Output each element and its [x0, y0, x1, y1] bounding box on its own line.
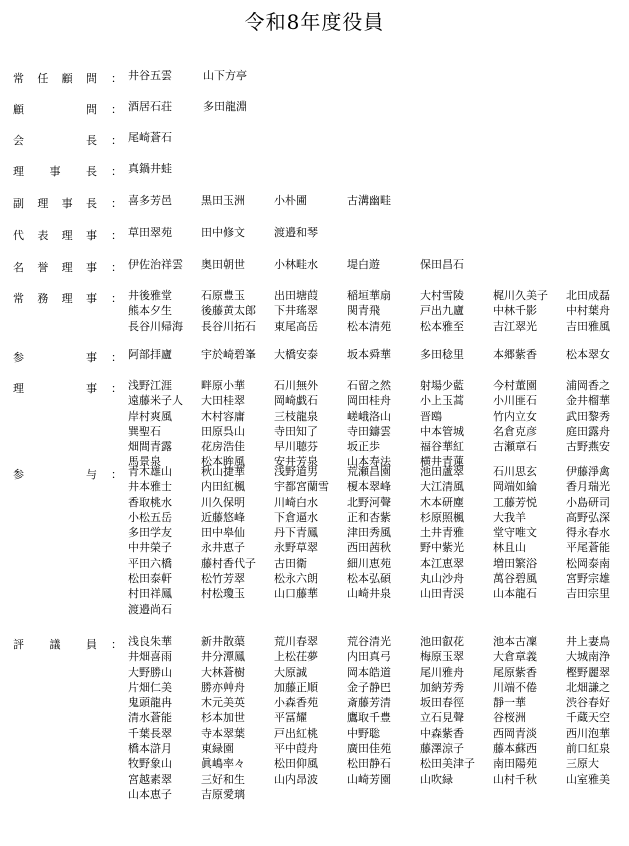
name-row	[128, 68, 628, 83]
member-name: 今村董園	[493, 379, 537, 392]
name-block	[128, 225, 628, 240]
member-name: 永井恵子	[201, 541, 245, 555]
member-name: 竹内立女	[493, 409, 537, 423]
member-name: 金子静巴	[347, 680, 391, 694]
member-name: 喜多芳邑	[128, 194, 172, 207]
member-name: 浅野江涯	[128, 379, 172, 392]
member-name: 岡田桂舟	[347, 394, 391, 408]
role-title: 名誉理事	[13, 261, 97, 274]
member-name: 杉原照楓	[420, 510, 464, 524]
member-name: 戸出九廬	[420, 304, 464, 318]
member-name: 長谷川帰海	[128, 319, 183, 333]
name-block	[128, 257, 628, 272]
member-name: 川崎白水	[274, 495, 318, 509]
member-name: 北田成磊	[566, 289, 610, 302]
role-colon: ：	[111, 382, 122, 395]
name-row	[128, 787, 628, 802]
member-name: 吉江翠光	[493, 319, 537, 333]
name-block	[128, 130, 628, 145]
member-name: 長谷川拓石	[201, 319, 256, 333]
name-row	[128, 378, 628, 393]
member-name: 山下方亭	[203, 69, 247, 82]
member-name: 井畑喜雨	[128, 650, 172, 664]
member-name: 片畑仁美	[128, 680, 172, 694]
member-name: 吉原愛璃	[201, 787, 245, 801]
member-name: 本郷紫香	[493, 348, 537, 361]
member-name: 井後雅堂	[128, 289, 172, 302]
name-row	[128, 424, 628, 439]
member-name: 本江恵翠	[420, 556, 464, 570]
member-name: 小林畦水	[274, 258, 318, 271]
member-name: 大林蒼樹	[201, 665, 245, 679]
member-name: 村松瓊玉	[201, 587, 245, 601]
member-name: 伊佐治祥雲	[128, 258, 183, 271]
member-name: 南田陽苑	[493, 757, 537, 771]
member-name: 丹下青鳳	[274, 526, 318, 540]
name-block	[128, 68, 628, 83]
member-name: 山崎井泉	[347, 587, 391, 601]
member-name: 井本雅士	[128, 480, 172, 494]
member-name: 平田六橋	[128, 556, 172, 570]
member-name: 山本恵子	[128, 787, 172, 801]
member-name: 藤澤涼子	[420, 742, 464, 756]
member-name: 井上妻鳥	[566, 635, 610, 648]
member-name: 三原大	[566, 757, 599, 771]
role-title: 顧問	[13, 103, 97, 116]
member-name: 尾川雅舟	[420, 665, 464, 679]
member-name: 田原呉山	[201, 424, 245, 438]
member-name: 平冨耀	[274, 711, 307, 725]
member-name: 内田紅楓	[201, 480, 245, 494]
member-name: 香取桃水	[128, 495, 172, 509]
member-name: 井分潭鳳	[201, 650, 245, 664]
member-name: 榎本翠峰	[347, 480, 391, 494]
member-name: 土井青雅	[420, 526, 464, 540]
member-name: 巽聖石	[128, 424, 161, 438]
member-name: 松田美津子	[420, 757, 475, 771]
member-name: 大江清風	[420, 480, 464, 494]
name-row	[128, 464, 628, 479]
member-name: 斎藤芳清	[347, 696, 391, 710]
member-name: 大原誠	[274, 665, 307, 679]
member-name: 東尾高岳	[274, 319, 318, 333]
member-name: 金井榴華	[566, 394, 610, 408]
member-name: 中村葉舟	[566, 304, 610, 318]
member-name: 鬼頭龍冉	[128, 696, 172, 710]
name-row	[128, 495, 628, 510]
member-name: 林且山	[493, 541, 526, 555]
member-name: 福谷華紅	[420, 440, 464, 454]
member-name: 山田青渓	[420, 587, 464, 601]
member-name: 畔原小華	[201, 379, 245, 392]
member-name: 小川匪石	[493, 394, 537, 408]
name-row	[128, 319, 628, 334]
member-name: 浅良朱華	[128, 635, 172, 648]
member-name: 池本古凜	[493, 635, 537, 648]
name-row	[128, 510, 628, 525]
member-name: 萬谷碧風	[493, 572, 537, 586]
member-name: 小上玉蒿	[420, 394, 464, 408]
member-name: 木村容庸	[201, 409, 245, 423]
member-name: 浅野道男	[274, 465, 318, 478]
member-name: 宇於崎碧峯	[201, 348, 256, 361]
member-name: 宇都宮蘭雪	[274, 480, 329, 494]
name-block	[128, 193, 628, 208]
role-colon: ：	[111, 72, 122, 85]
member-name: 山本龍石	[493, 587, 537, 601]
member-name: 坂本舜華	[347, 348, 391, 361]
member-name: 戸出紅桃	[274, 726, 318, 740]
role-colon: ：	[111, 229, 122, 242]
role-title: 評議員	[13, 638, 97, 651]
member-name: 中井榮子	[128, 541, 172, 555]
member-name: 橋本滸月	[128, 742, 172, 756]
member-name: 勝亦艸舟	[201, 680, 245, 694]
member-name: 田中修文	[201, 226, 245, 239]
member-name: 古野燕安	[566, 440, 610, 454]
member-name: 津田秀風	[347, 526, 391, 540]
member-name: 田中皋仙	[201, 526, 245, 540]
member-name: 松本眸風	[201, 455, 245, 469]
member-name: 小松五岳	[128, 510, 172, 524]
member-name: 工藤芳悦	[493, 495, 537, 509]
member-name: 射場少藍	[420, 379, 464, 392]
name-row	[128, 540, 628, 555]
name-row	[128, 225, 628, 240]
role-title: 参与	[13, 468, 97, 481]
name-row	[128, 439, 628, 454]
member-name: 藤村香代子	[201, 556, 256, 570]
member-name: 丸山沙舟	[420, 572, 464, 586]
member-name: 馬景泉	[128, 455, 161, 469]
name-row	[128, 288, 628, 303]
member-name: 酒居石荘	[128, 100, 172, 113]
member-name: 中本管城	[420, 424, 464, 438]
role-title: 理事	[13, 382, 97, 395]
member-name: 小朴圃	[274, 194, 307, 207]
role-title: 常任顧問	[13, 72, 97, 85]
member-name: 山崎芳園	[347, 772, 391, 786]
member-name: 黒田玉洲	[201, 194, 245, 207]
member-name: 松田静石	[347, 757, 391, 771]
member-name: 多田龍淵	[203, 100, 247, 113]
name-row	[128, 193, 628, 208]
name-row	[128, 303, 628, 318]
member-name: 早川聴芬	[274, 440, 318, 454]
member-name: 三好和生	[201, 772, 245, 786]
page-title: 令和8年度役員	[244, 10, 385, 34]
member-name: 近藤悠峰	[201, 510, 245, 524]
member-name: 松本清苑	[347, 319, 391, 333]
member-name: 坂田春徑	[420, 696, 464, 710]
member-name: 小島研司	[566, 495, 610, 509]
member-name: 稲垣華扇	[347, 289, 391, 302]
member-name: 吉田宗里	[566, 587, 610, 601]
name-block	[128, 99, 628, 114]
member-name: 木本研塵	[420, 495, 464, 509]
name-row	[128, 634, 628, 649]
member-name: 荒川春翠	[274, 635, 318, 648]
name-row	[128, 710, 628, 725]
member-name: 立石見聲	[420, 711, 464, 725]
member-name: 晋鴎	[420, 409, 442, 423]
name-row	[128, 479, 628, 494]
member-name: 野中紫光	[420, 541, 464, 555]
name-row	[128, 649, 628, 664]
member-name: 古溝幽畦	[347, 194, 391, 207]
role-title: 代表理事	[13, 229, 97, 242]
member-name: 谷桜洲	[493, 711, 526, 725]
member-name: 堂守唯文	[493, 526, 537, 540]
member-name: 樫野麗翠	[566, 665, 610, 679]
member-name: 松永六朗	[274, 572, 318, 586]
name-row	[128, 695, 628, 710]
member-name: 石留之然	[347, 379, 391, 392]
member-name: 真鍋井蛙	[128, 162, 172, 175]
member-name: 名倉克彦	[493, 424, 537, 438]
member-name: 千蔵天空	[566, 711, 610, 725]
member-name: 北畑謙之	[566, 680, 610, 694]
member-name: 池田叡花	[420, 635, 464, 648]
member-name: 石川無外	[274, 379, 318, 392]
member-name: 正和杏紫	[347, 510, 391, 524]
member-name: 牧野象山	[128, 757, 172, 771]
member-name: 松田泰軒	[128, 572, 172, 586]
role-colon: ：	[111, 351, 122, 364]
member-name: 坂正歩	[347, 440, 380, 454]
member-name: 三枝龍泉	[274, 409, 318, 423]
name-row	[128, 586, 628, 601]
member-name: 藤本蘇西	[493, 742, 537, 756]
member-name: 寺田鑄雲	[347, 424, 391, 438]
member-name: 松田仰風	[274, 757, 318, 771]
member-name: 岡崎戯石	[274, 394, 318, 408]
member-name: 松本雅至	[420, 319, 464, 333]
member-name: 細川恵苑	[347, 556, 391, 570]
member-name: 靜一華	[493, 696, 526, 710]
member-name: 渋谷春好	[566, 696, 610, 710]
name-row	[128, 680, 628, 695]
member-name: 横井青蓮	[420, 455, 464, 469]
role-title: 会長	[13, 134, 97, 147]
member-name: 草田翠苑	[128, 226, 172, 239]
member-name: 中林千影	[493, 304, 537, 318]
member-name: 松本翠女	[566, 348, 610, 361]
member-name: 西岡青淡	[493, 726, 537, 740]
name-row	[128, 347, 628, 362]
member-name: 中森紫香	[420, 726, 464, 740]
member-name: 眞嶋率々	[201, 757, 245, 771]
member-name: 木元美英	[201, 696, 245, 710]
member-name: 下倉逼水	[274, 510, 318, 524]
member-name: 上松茌夢	[274, 650, 318, 664]
member-name: 後藤黄太郎	[201, 304, 256, 318]
member-name: 増田繁浴	[493, 556, 537, 570]
member-name: 阿部拝廬	[128, 348, 172, 361]
member-name: 吉田雅風	[566, 319, 610, 333]
member-name: 東緑園	[201, 742, 234, 756]
member-name: 古瀬章石	[493, 440, 537, 454]
member-name: 多田稔里	[420, 348, 464, 361]
member-name: 川久保明	[201, 495, 245, 509]
member-name: 岡端如綸	[493, 480, 537, 494]
role-colon: ：	[111, 103, 122, 116]
name-row	[128, 772, 628, 787]
member-name: 花房浩佳	[201, 440, 245, 454]
member-name: 宮越素翠	[128, 772, 172, 786]
member-name: 大野勝山	[128, 665, 172, 679]
name-row	[128, 741, 628, 756]
role-colon: ：	[111, 638, 122, 651]
member-name: 浦岡香之	[566, 379, 610, 392]
member-name: 寺本翠葉	[201, 726, 245, 740]
name-row	[128, 130, 628, 145]
member-name: 伊藤淨禽	[566, 465, 610, 478]
name-row	[128, 602, 628, 617]
member-name: 山内昂波	[274, 772, 318, 786]
member-name: 寺田知了	[274, 424, 318, 438]
member-name: 松竹芳翠	[201, 572, 245, 586]
member-name: 石川思玄	[493, 465, 537, 478]
member-name: 岸村爽風	[128, 409, 172, 423]
name-row	[128, 99, 628, 114]
member-name: 青木雄山	[128, 465, 172, 478]
role-colon: ：	[111, 197, 122, 210]
member-name: 大田桂翠	[201, 394, 245, 408]
member-name: 千葉長翠	[128, 726, 172, 740]
name-row	[128, 665, 628, 680]
name-block	[128, 634, 628, 802]
member-name: 北野河聲	[347, 495, 391, 509]
role-title: 理事長	[13, 165, 97, 178]
member-name: 石原豊玉	[201, 289, 245, 302]
role-colon: ：	[111, 165, 122, 178]
name-row	[128, 571, 628, 586]
member-name: 奥田朝世	[201, 258, 245, 271]
member-name: 永野草翠	[274, 541, 318, 555]
name-block	[128, 288, 628, 334]
member-name: 川端不倦	[493, 680, 537, 694]
member-name: 平中葭舟	[274, 742, 318, 756]
member-name: 前口紅泉	[566, 742, 610, 756]
member-name: 加藤正順	[274, 680, 318, 694]
member-name: 尾崎蒼石	[128, 131, 172, 144]
member-name: 堤白遊	[347, 258, 380, 271]
member-name: 山村千秋	[493, 772, 537, 786]
member-name: 内田真弓	[347, 650, 391, 664]
member-name: 古田衛	[274, 556, 307, 570]
member-name: 松本弘碩	[347, 572, 391, 586]
member-name: 廣田佳苑	[347, 742, 391, 756]
member-name: 大村雪陵	[420, 289, 464, 302]
member-name: 得永春水	[566, 526, 610, 540]
role-colon: ：	[111, 292, 122, 305]
member-name: 小森香苑	[274, 696, 318, 710]
member-name: 井谷五雲	[128, 69, 172, 82]
member-name: 山口藤華	[274, 587, 318, 601]
role-title: 常務理事	[13, 292, 97, 305]
member-name: 宮野宗雄	[566, 572, 610, 586]
member-name: 畑間青露	[128, 440, 172, 454]
member-name: 関青飛	[347, 304, 380, 318]
member-name: 加納芳秀	[420, 680, 464, 694]
member-name: 出田塘葭	[274, 289, 318, 302]
role-colon: ：	[111, 468, 122, 481]
member-name: 西田茜秋	[347, 541, 391, 555]
member-name: 池田蘆翠	[420, 465, 464, 478]
member-name: 渡邉尚石	[128, 602, 172, 616]
name-row	[128, 726, 628, 741]
member-name: 梅原玉翠	[420, 650, 464, 664]
member-name: 新井散蕖	[201, 635, 245, 648]
member-name: 荒谷清光	[347, 635, 391, 648]
name-block	[128, 378, 628, 470]
role-title: 参事	[13, 351, 97, 364]
member-name: 大城南浄	[566, 650, 610, 664]
name-row	[128, 756, 628, 771]
member-name: 秋山捷華	[201, 465, 245, 478]
name-block	[128, 464, 628, 617]
name-row	[128, 409, 628, 424]
name-row	[128, 161, 628, 176]
member-name: 平尾蒼能	[566, 541, 610, 555]
member-name: 中野聡	[347, 726, 380, 740]
member-name: 大倉章義	[493, 650, 537, 664]
member-name: 安井芳泉	[274, 455, 318, 469]
member-name: 渡邉和琴	[274, 226, 318, 239]
member-name: 遠藤米子人	[128, 394, 183, 408]
member-name: 山室雅美	[566, 772, 610, 786]
member-name: 尾原紫香	[493, 665, 537, 679]
member-name: 多田学友	[128, 526, 172, 540]
member-name: 庭田露舟	[566, 424, 610, 438]
member-name: 梶川久美子	[493, 289, 548, 302]
member-name: 杉本加世	[201, 711, 245, 725]
member-name: 高野弘深	[566, 510, 610, 524]
member-name: 岡本皓道	[347, 665, 391, 679]
name-row	[128, 556, 628, 571]
member-name: 武田黎秀	[566, 409, 610, 423]
name-block	[128, 347, 628, 362]
role-colon: ：	[111, 134, 122, 147]
member-name: 山吹緑	[420, 772, 453, 786]
member-name: 山本寿法	[347, 455, 391, 469]
name-row	[128, 525, 628, 540]
member-name: 嵯峨洛山	[347, 409, 391, 423]
member-name: 香月瑞光	[566, 480, 610, 494]
role-title: 副理事長	[13, 197, 97, 210]
name-row	[128, 257, 628, 272]
member-name: 村田祥鳳	[128, 587, 172, 601]
member-name: 熊本夕生	[128, 304, 172, 318]
role-colon: ：	[111, 261, 122, 274]
name-row	[128, 393, 628, 408]
name-block	[128, 161, 628, 176]
member-name: 鷹取千豊	[347, 711, 391, 725]
member-name: 大橋安泰	[274, 348, 318, 361]
member-name: 松岡泰南	[566, 556, 610, 570]
member-name: 下井瑤翠	[274, 304, 318, 318]
member-name: 大我羊	[493, 510, 526, 524]
member-name: 清水蒼能	[128, 711, 172, 725]
member-name: 荒瀬昌園	[347, 465, 391, 478]
member-name: 保田昌石	[420, 258, 464, 271]
member-name: 西川泡華	[566, 726, 610, 740]
